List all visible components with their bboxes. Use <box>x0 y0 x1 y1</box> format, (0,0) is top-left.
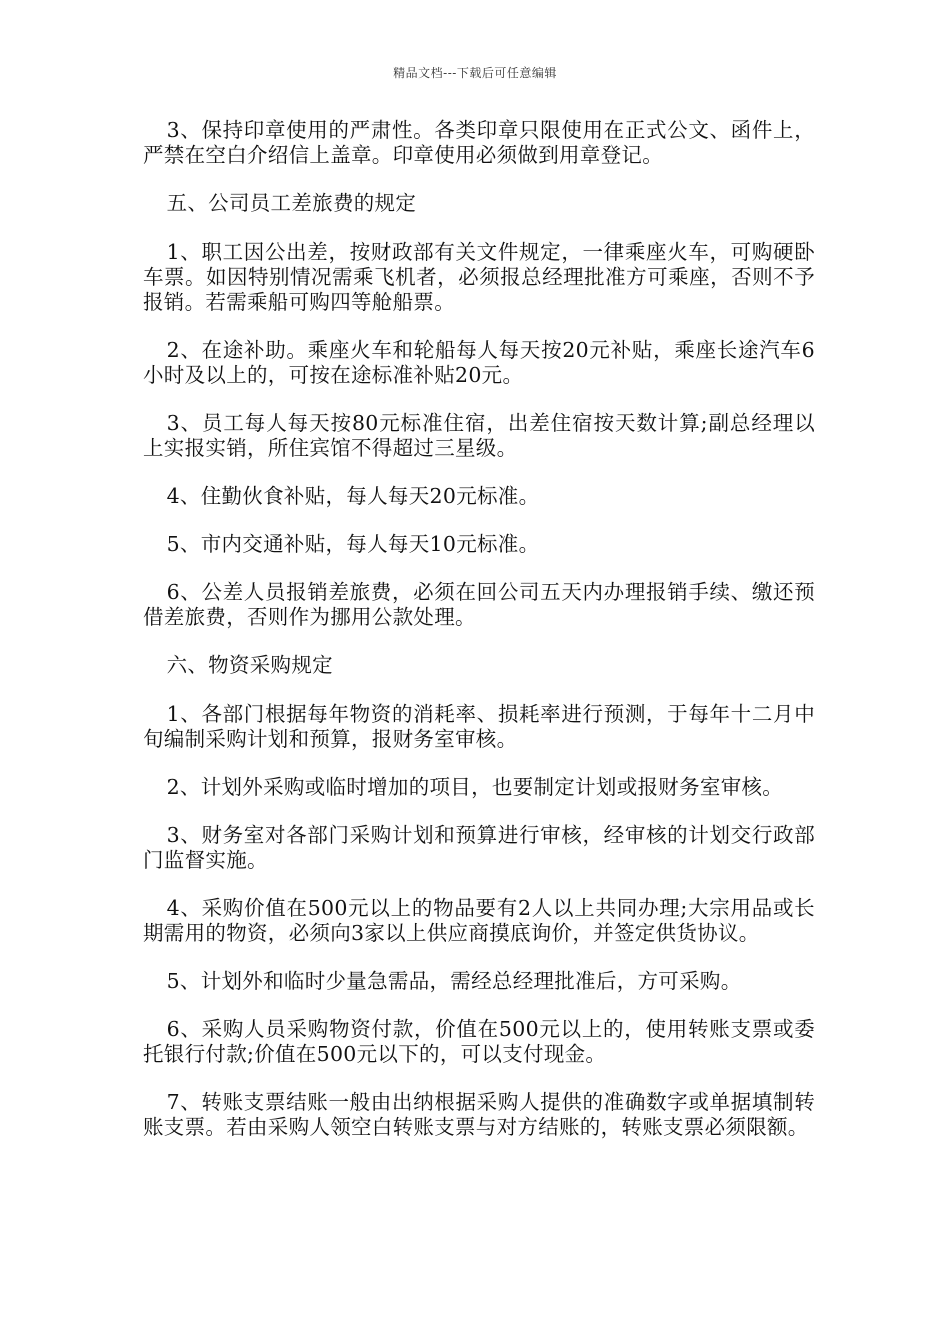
paragraph: 3、员工每人每天按80元标准住宿，出差住宿按天数计算;副总经理以上实报实销，所住宾馆不得超过三星级。 <box>143 411 815 460</box>
paragraph: 2、在途补助。乘座火车和轮船每人每天按20元补贴，乘座长途汽车6小时及以上的，可按在途标准补贴20元。 <box>143 338 815 387</box>
paragraph: 5、计划外和临时少量急需品，需经总经理批准后，方可采购。 <box>166 969 742 993</box>
paragraph: 4、住勤伙食补贴，每人每天20元标准。 <box>166 484 540 508</box>
page-header: 精品文档---下载后可任意编辑 <box>393 66 557 80</box>
paragraph: 7、转账支票结账一般由出纳根据采购人提供的准确数字或单据填制转账支票。若由采购人领空白转账支票与对方结账的，转账支票必须限额。 <box>143 1090 815 1139</box>
paragraph: 6、公差人员报销差旅费，必须在回公司五天内办理报销手续、缴还预借差旅费，否则作为挪用公款处理。 <box>143 580 815 629</box>
paragraph: 2、计划外采购或临时增加的项目，也要制定计划或报财务室审核。 <box>166 775 784 799</box>
paragraph: 6、采购人员采购物资付款，价值在500元以上的，使用转账支票或委托银行付款;价值在500元以下的，可以支付现金。 <box>143 1017 815 1066</box>
document-body <box>143 118 815 1163</box>
paragraph: 5、市内交通补贴，每人每天10元标准。 <box>166 532 540 556</box>
paragraph: 1、各部门根据每年物资的消耗率、损耗率进行预测，于每年十二月中旬编制采购计划和预算，报财务室审核。 <box>143 702 815 751</box>
paragraph: 1、职工因公出差，按财政部有关文件规定，一律乘座火车，可购硬卧车票。如因特别情况需乘飞机者，必须报总经理批准方可乘座，否则不予报销。若需乘船可购四等舱船票。 <box>143 240 815 314</box>
paragraph: 3、保持印章使用的严肃性。各类印章只限使用在正式公文、函件上，严禁在空白介绍信上盖章。印章使用必须做到用章登记。 <box>143 118 815 167</box>
paragraph: 3、财务室对各部门采购计划和预算进行审核，经审核的计划交行政部门监督实施。 <box>143 823 815 872</box>
section-heading: 六、物资采购规定 <box>166 653 333 677</box>
paragraph: 4、采购价值在500元以上的物品要有2人以上共同办理;大宗用品或长期需用的物资，必须向3家以上供应商摸底询价，并签定供货协议。 <box>143 896 815 945</box>
section-heading: 五、公司员工差旅费的规定 <box>166 191 417 215</box>
